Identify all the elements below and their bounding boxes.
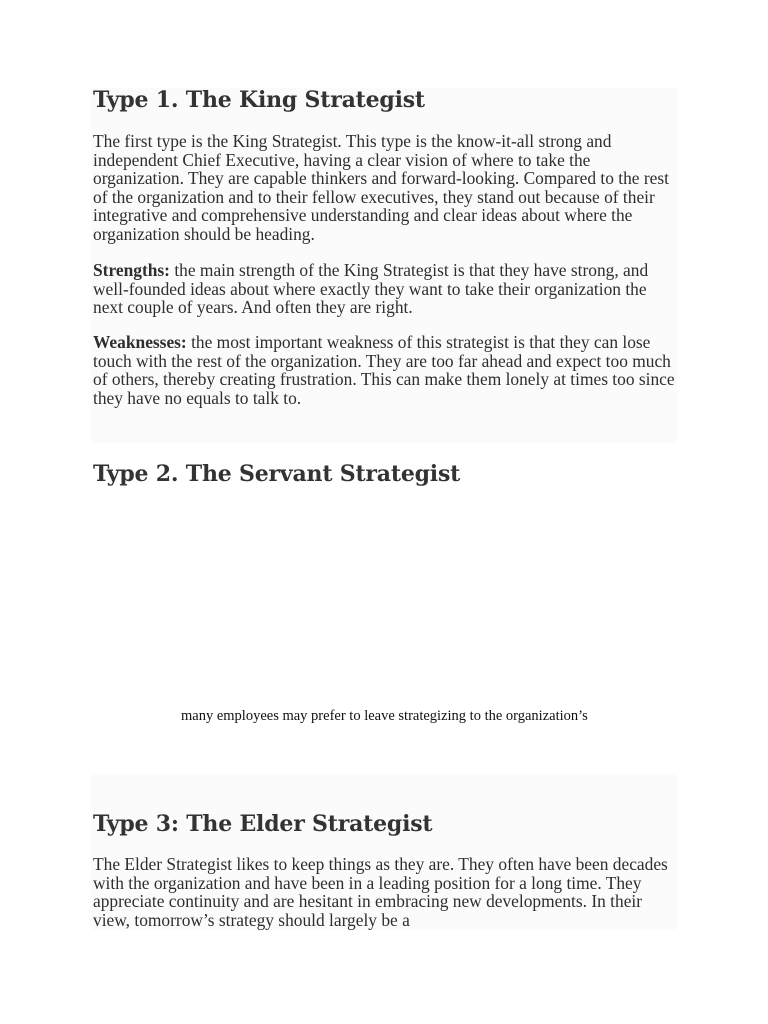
- section-2-heading: Type 2. The Servant Strategist: [93, 461, 461, 487]
- section-3-intro: The Elder Strategist likes to keep things as they are. They often have been decades with the organization and have been in a leading position for a long time. They appreciate continuity and are hesitant in embracing new developments. In their view, tomorrow’s strategy should largely be a: [93, 854, 668, 930]
- section-1-strengths: [93, 261, 679, 317]
- section-1-heading: Type 1. The King Strategist: [93, 87, 425, 113]
- strengths-label: Strengths:: [93, 260, 170, 280]
- section-1-intro: The first type is the King Strategist. This type is the know-it-all strong and independent Chief Executive, having a clear vision of where to take the organization. They are capable thinkers and forward-looking. Compared to the rest of the organization and to their fellow executives, they stand out because of their integrative and comprehensive understanding and clear ideas about where the organization should be heading.: [93, 131, 669, 244]
- weaknesses-text: the most important weakness of this strategist is that they can lose touch with the rest of the organization. They are too far ahead and expect too much of others, thereby creating frustration. This can make them lonely at times too since they have no equals to talk to.: [93, 332, 675, 408]
- strengths-text: the main strength of the King Strategist is that they have strong, and well-founded ideas about where exactly they want to take their organization the next couple of years. And often they are right.: [93, 260, 649, 318]
- section-2-caption: many employees may prefer to leave strategizing to the organization’s: [181, 708, 588, 724]
- weaknesses-label: Weaknesses:: [93, 332, 187, 352]
- section-3-heading: Type 3: The Elder Strategist: [93, 811, 433, 837]
- section-1-weaknesses: [93, 333, 679, 407]
